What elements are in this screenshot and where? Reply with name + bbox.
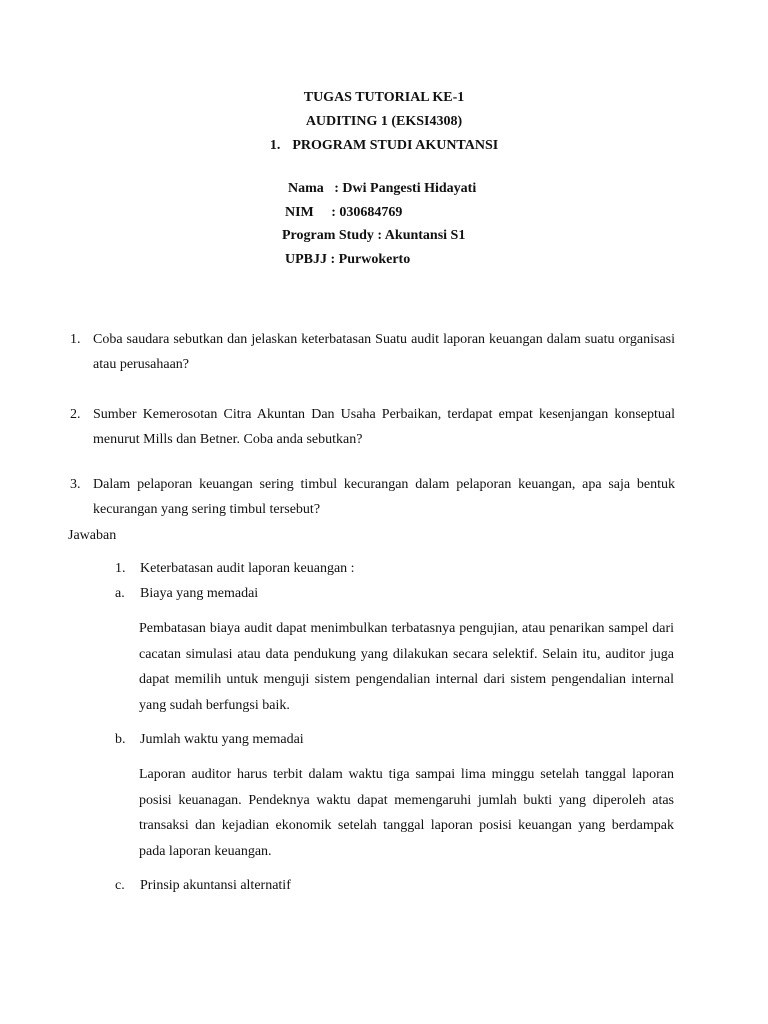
- question-number: 3.: [70, 477, 81, 492]
- question-number: 2.: [70, 407, 81, 422]
- document-header: [0, 86, 768, 158]
- subpoint-title: Biaya yang memadai: [140, 586, 259, 601]
- heading-text: PROGRAM STUDI AKUNTANSI: [292, 138, 499, 153]
- student-identity: [282, 177, 476, 271]
- subpoint-b-paragraph: Laporan auditor harus terbit dalam waktu tiga sampai lima minggu setelah tanggal laporan posisi keuanagan. Pendeknya waktu dapat memengaruhi jumlah bukti yang diperoleh atas transaksi dan kejadian ekonomik setelah tanggal laporan posisi keuangan yang berdampak pada laporan keuangan.: [139, 767, 674, 859]
- subpoint-c: [115, 873, 291, 898]
- student-nim: NIM : 030684769: [285, 204, 403, 220]
- subpoint-b: [115, 727, 304, 752]
- subpoint-a-paragraph: Pembatasan biaya audit dapat menimbulkan terbatasnya pengujian, atau penarikan sampel dari cacatan simulasi atau data pendukung yang dilakukan secara selektif. Selain itu, auditor juga dapat memilih untuk menguji sistem pengendalian internal dari sistem pengendalian internal yang sudah berfungsi baik.: [139, 621, 674, 713]
- assignment-title: TUGAS TUTORIAL KE-1: [303, 90, 465, 105]
- subpoint-letter: b.: [115, 732, 126, 747]
- question-item: [70, 402, 675, 452]
- subpoint-letter: c.: [115, 878, 125, 893]
- subpoint-title: Jumlah waktu yang memadai: [140, 732, 304, 747]
- question-item: [70, 327, 675, 377]
- question-text: Sumber Kemerosotan Citra Akuntan Dan Usaha Perbaikan, terdapat empat kesenjangan konseptual menurut Mills dan Betner. Coba anda sebutkan?: [93, 407, 675, 447]
- course-title: AUDITING 1 (EKSI4308): [305, 114, 463, 129]
- subpoint-title: Prinsip akuntansi alternatif: [140, 878, 291, 893]
- study-program-heading: [0, 134, 768, 158]
- heading-number: 1.: [269, 138, 281, 153]
- question-text: Coba saudara sebutkan dan jelaskan keterbatasan Suatu audit laporan keuangan dalam suatu organisasi atau perusahaan?: [93, 332, 675, 372]
- student-upbjj: UPBJJ : Purwokerto: [285, 251, 411, 267]
- student-name: Nama : Dwi Pangesti Hidayati: [288, 181, 477, 196]
- answer-heading: Keterbatasan audit laporan keuangan :: [140, 561, 355, 576]
- question-number: 1.: [70, 332, 81, 347]
- question-text: Dalam pelaporan keuangan sering timbul kecurangan dalam pelaporan keuangan, apa saja bentuk kecurangan yang sering timbul tersebut?: [93, 477, 675, 517]
- answer-item: [115, 556, 355, 581]
- answer-number: 1.: [115, 561, 126, 576]
- answer-label: Jawaban: [68, 528, 117, 543]
- subpoint-letter: a.: [115, 586, 125, 601]
- subpoint-a: [115, 581, 258, 606]
- question-item: [70, 472, 675, 522]
- student-program: Program Study : Akuntansi S1: [282, 228, 466, 243]
